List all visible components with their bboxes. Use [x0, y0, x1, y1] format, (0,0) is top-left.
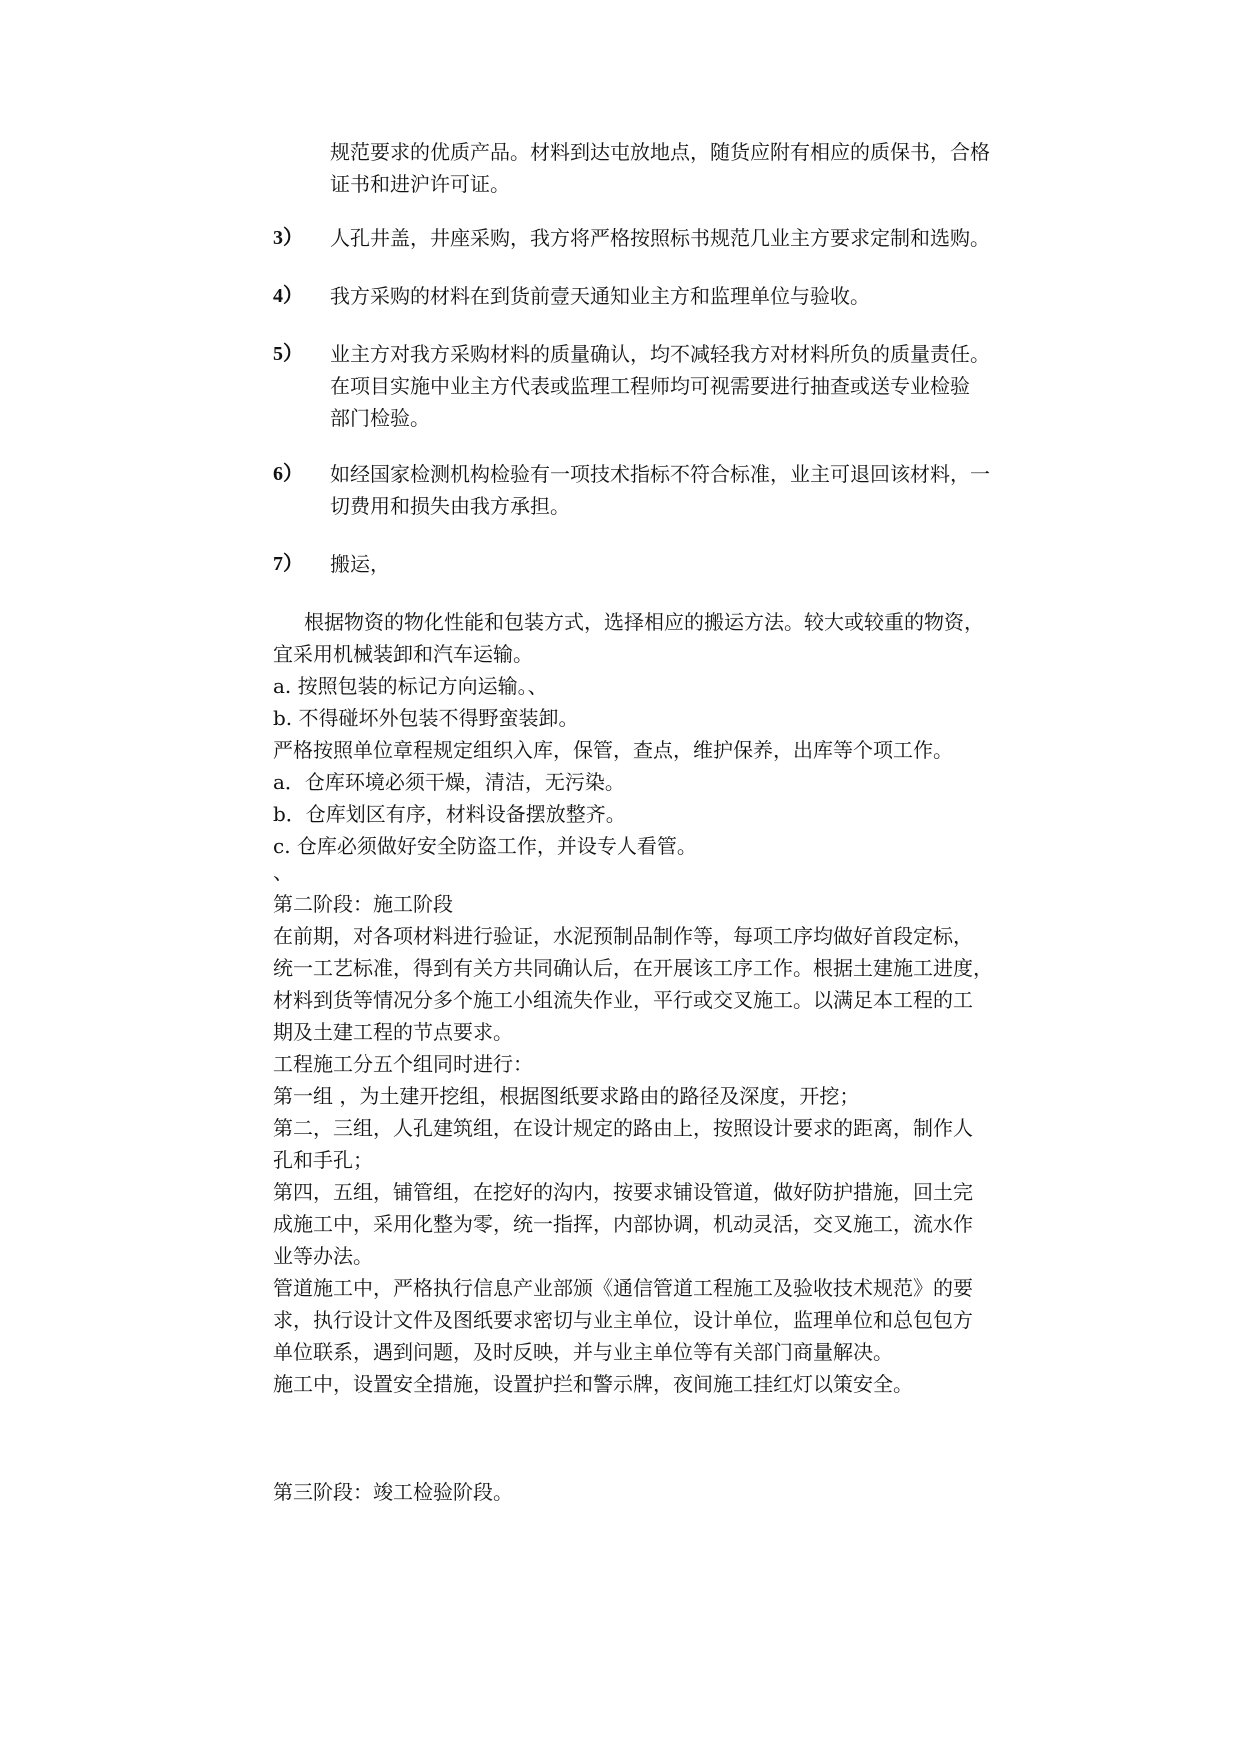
stage-2-paragraph-line-1: 在前期，对各项材料进行验证，水泥预制品制作等，每项工序均做好首段定标， [273, 924, 973, 948]
pipe-construction-line-1: 管道施工中，严格执行信息产业部颁《通信管道工程施工及验收技术规范》的要 [273, 1276, 973, 1300]
item-4-line-1: 我方采购的材料在到货前壹天通知业主方和监理单位与验收。 [330, 284, 870, 308]
group-4-5-line-2: 成施工中，采用化整为零，统一指挥，内部协调，机动灵活，交叉施工，流水作 [273, 1212, 973, 1236]
item-5-line-2: 在项目实施中业主方代表或监理工程师均可视需要进行抽查或送专业检验 [330, 374, 970, 398]
stray-mark: 、 [273, 860, 293, 884]
item-number-3: 3） [273, 227, 303, 249]
groups-intro: 工程施工分五个组同时进行： [273, 1052, 533, 1076]
group-4-5-line-1: 第四，五组，铺管组，在挖好的沟内，按要求铺设管道，做好防护措施，回土完 [273, 1180, 973, 1204]
transport-item-b: b. 不得碰坏外包装不得野蛮装卸。 [273, 706, 579, 730]
group-2-3-line-2: 孔和手孔； [273, 1148, 373, 1172]
transport-item-a: a. 按照包装的标记方向运输。、 [273, 674, 548, 698]
pipe-construction-line-2: 求，执行设计文件及图纸要求密切与业主单位，设计单位，监理单位和总包包方 [273, 1308, 973, 1332]
storage-paragraph: 严格按照单位章程规定组织入库，保管，查点，维护保养，出库等个项工作。 [273, 738, 953, 762]
safety-paragraph: 施工中，设置安全措施，设置护拦和警示牌，夜间施工挂红灯以策安全。 [273, 1372, 913, 1396]
item-5-line-1: 业主方对我方采购材料的质量确认，均不减轻我方对材料所负的质量责任。 [330, 342, 990, 366]
stage-2-paragraph-line-3: 材料到货等情况分多个施工小组流失作业，平行或交叉施工。以满足本工程的工 [273, 988, 973, 1012]
storage-item-b: b．仓库划区有序，材料设备摆放整齐。 [273, 802, 626, 826]
storage-item-c: c. 仓库必须做好安全防盗工作，并设专人看管。 [273, 834, 697, 858]
item-3-line-1: 人孔井盖，井座采购，我方将严格按照标书规范几业主方要求定制和选购。 [330, 226, 990, 250]
group-4-5-line-3: 业等办法。 [273, 1244, 373, 1268]
stage-3-title: 第三阶段：竣工检验阶段。 [273, 1480, 513, 1504]
item-number-7: 7） [273, 553, 303, 575]
item-5-line-3: 部门检验。 [330, 406, 430, 430]
intro-line-1: 规范要求的优质产品。材料到达屯放地点，随货应附有相应的质保书，合格 [330, 140, 990, 164]
pipe-construction-line-3: 单位联系，遇到问题，及时反映，并与业主单位等有关部门商量解决。 [273, 1340, 893, 1364]
stage-2-paragraph-line-2: 统一工艺标准，得到有关方共同确认后，在开展该工序工作。根据土建施工进度， [273, 956, 993, 980]
stage-2-title: 第二阶段：施工阶段 [273, 892, 453, 916]
item-number-4: 4） [273, 285, 303, 307]
item-6-line-2: 切费用和损失由我方承担。 [330, 494, 570, 518]
item-6-line-1: 如经国家检测机构检验有一项技术指标不符合标准，业主可退回该材料，一 [330, 462, 990, 486]
storage-item-a: a．仓库环境必须干燥，清洁，无污染。 [273, 770, 625, 794]
group-2-3-line-1: 第二，三组，人孔建筑组，在设计规定的路由上，按照设计要求的距离，制作人 [273, 1116, 973, 1140]
transport-paragraph-line-1: 根据物资的物化性能和包装方式，选择相应的搬运方法。较大或较重的物资， [304, 610, 984, 634]
stage-2-paragraph-line-4: 期及土建工程的节点要求。 [273, 1020, 513, 1044]
item-7-line-1: 搬运， [330, 552, 390, 576]
intro-line-2: 证书和进沪许可证。 [330, 172, 510, 196]
transport-paragraph-line-2: 宜采用机械装卸和汽车运输。 [273, 642, 533, 666]
item-number-5: 5） [273, 343, 303, 365]
item-number-6: 6） [273, 463, 303, 485]
group-1: 第一组 ，为土建开挖组，根据图纸要求路由的路径及深度，开挖； [273, 1084, 860, 1108]
